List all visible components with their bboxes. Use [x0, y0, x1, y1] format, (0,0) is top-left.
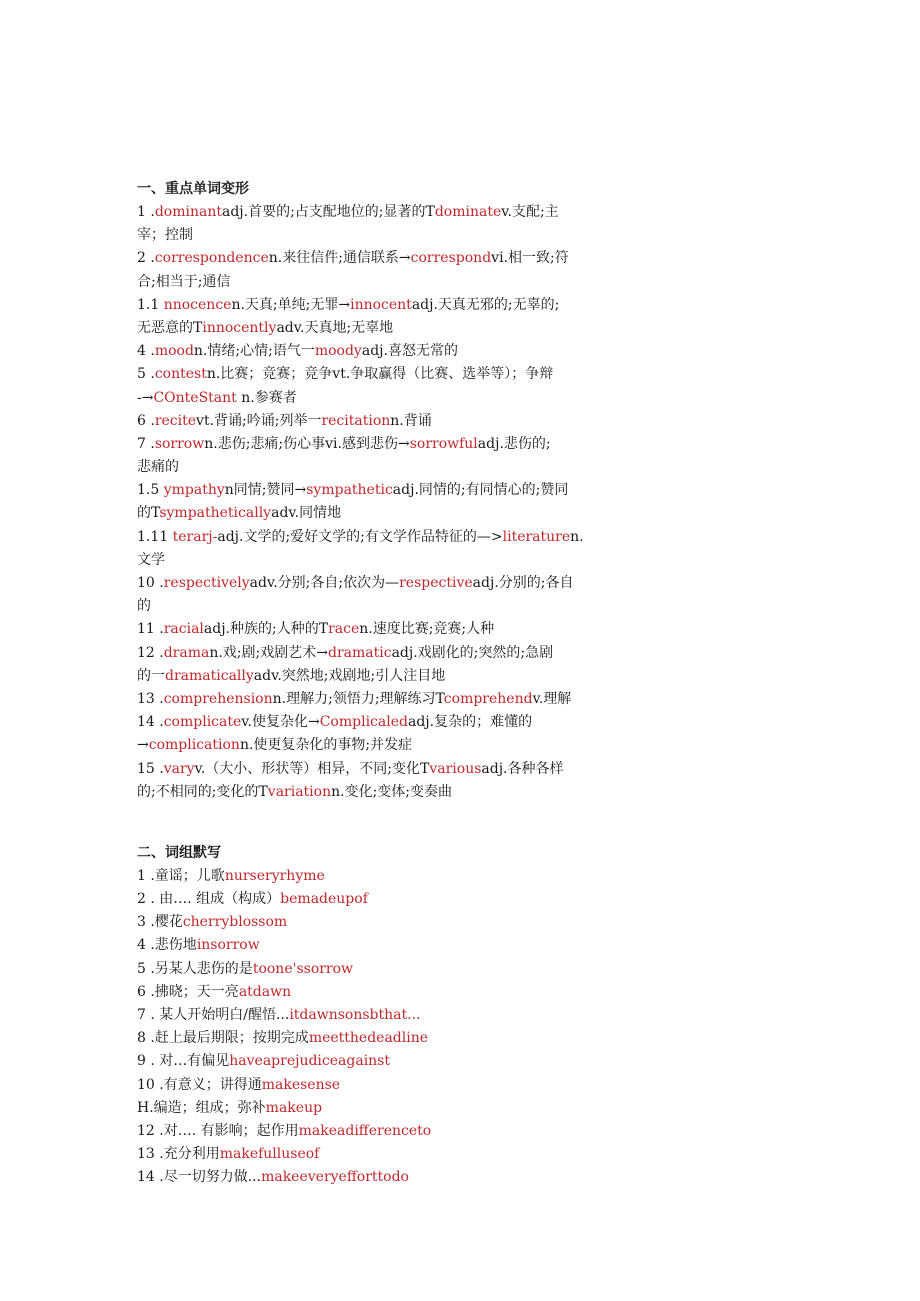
word-entry-line	[137, 387, 657, 410]
text-segment: 12 .	[137, 644, 164, 661]
phrase-entry-line	[137, 1027, 657, 1050]
english-term: comprehension	[163, 690, 273, 707]
english-term: literature	[502, 528, 571, 545]
english-term: makeeveryefforttodo	[261, 1169, 409, 1186]
text-segment: 的一	[137, 667, 165, 684]
text-segment: adj.复杂的；难懂的	[407, 714, 533, 731]
phrase-entry-line	[137, 1097, 657, 1120]
text-segment: →	[137, 737, 149, 754]
english-term: drama	[163, 644, 210, 661]
word-entry-line	[137, 688, 657, 711]
english-term: race	[328, 621, 360, 638]
phrase-entry-line	[137, 911, 657, 934]
english-term: ympathy	[163, 482, 225, 499]
text-segment: 14 .尽一切努力做...	[137, 1169, 262, 1186]
section-heading-key-words: 一、重点单词变形	[137, 181, 249, 197]
phrase-entry-line	[137, 888, 657, 911]
english-term: dramatically	[165, 667, 254, 684]
text-segment: adj.戏剧化的;突然的;急剧	[391, 644, 554, 661]
text-segment: adv.突然地;戏剧地;引人注目地	[253, 667, 446, 684]
text-segment: 文学	[137, 551, 165, 568]
word-entry-line	[137, 363, 657, 386]
text-segment: 11 .	[137, 621, 164, 638]
word-entry-line	[137, 340, 657, 363]
english-term: contest	[154, 366, 207, 383]
english-term: racial	[163, 621, 204, 638]
text-segment: 7 .	[137, 435, 155, 452]
phrase-entry-line	[137, 1050, 657, 1073]
english-term: haveaprejudiceagainst	[229, 1053, 390, 1070]
phrase-entry-line	[137, 958, 657, 981]
word-entry-line	[137, 595, 657, 618]
text-segment: n.	[570, 528, 584, 545]
english-term: cherryblossom	[182, 914, 288, 931]
english-term: itdawnsonsbthat...	[289, 1007, 421, 1023]
text-segment: 4 .悲伤地	[137, 937, 197, 954]
english-term: mood	[154, 343, 194, 360]
text-segment: 1.11	[137, 528, 173, 545]
text-segment: n.天真;单纯;无罪→	[231, 296, 351, 313]
english-term: vary	[163, 760, 195, 777]
text-segment: n同情;赞同→	[224, 482, 307, 499]
english-term: innocent	[350, 296, 412, 313]
word-entry-line	[137, 201, 657, 224]
word-entry-line	[137, 247, 657, 270]
text-segment: n.戏;剧;戏剧艺术→	[209, 644, 328, 661]
text-segment: H.编造；组成；弥补	[137, 1099, 266, 1116]
text-segment: adj.各种各样	[481, 760, 564, 777]
text-segment: adj.分别的;各自	[472, 575, 574, 591]
phrase-entry-line	[137, 1004, 657, 1027]
word-entry-line	[137, 271, 657, 294]
word-entry-line	[137, 642, 657, 665]
text-segment: 的	[137, 598, 151, 615]
text-segment: n.背诵	[390, 412, 432, 429]
word-entry-line	[137, 433, 657, 456]
word-entry-line	[137, 479, 657, 502]
text-segment: v.使复杂化→	[241, 714, 320, 731]
text-segment: 的T	[137, 505, 160, 522]
english-term: makesense	[261, 1076, 341, 1093]
text-segment: adj.文学的;爱好文学的;有文学作品特征的—>	[217, 528, 503, 545]
text-segment: 6 .拂晓；天一亮	[137, 983, 239, 1000]
text-segment: 宰；控制	[137, 227, 193, 244]
word-entry-line	[137, 317, 657, 340]
text-segment: 2 .	[137, 250, 155, 267]
phrase-entry-line	[137, 934, 657, 957]
word-entry-line	[137, 549, 657, 572]
text-segment: adv.分别;各自;依次为—	[249, 575, 400, 591]
text-segment: 10 .有意义；讲得通	[137, 1076, 262, 1093]
text-segment: 7 . 某人开始明白/醒悟...	[137, 1007, 290, 1023]
word-entry-line	[137, 294, 657, 317]
word-entry-line	[137, 618, 657, 641]
english-term: sorrowful	[409, 435, 478, 452]
english-term: respective	[399, 575, 473, 591]
english-term: sorrow	[154, 435, 205, 452]
text-segment: adj.同情的;有同情心的;赞同	[392, 482, 569, 499]
text-segment: n.变化;变体;变奏曲	[331, 783, 453, 800]
document-page	[137, 178, 657, 1190]
word-entry-line	[137, 711, 657, 734]
word-entry-line	[137, 526, 657, 549]
english-term: meetthedeadline	[308, 1030, 429, 1047]
english-term: complication	[148, 737, 240, 754]
english-term: respectively	[163, 575, 250, 591]
word-entry-line	[137, 781, 657, 804]
text-segment: vt.背诵;吟诵;列举一	[196, 412, 322, 429]
phrase-entry-line	[137, 865, 657, 888]
english-term: comprehend	[443, 690, 533, 707]
english-term: various	[429, 760, 482, 777]
text-segment: n.情绪;心情;语气一	[193, 343, 315, 360]
text-segment: adj.种族的;人种的T	[203, 621, 329, 638]
english-term: Complicaled	[319, 714, 408, 731]
phrase-list	[137, 865, 657, 1190]
word-entry-line	[137, 456, 657, 479]
english-term: nnocence	[163, 296, 232, 313]
text-segment: adv.同情地	[271, 505, 342, 522]
text-segment: 1 .童谣；儿歌	[137, 867, 225, 884]
text-segment: 13 .充分利用	[137, 1146, 220, 1163]
english-term: atdawn	[238, 983, 292, 1000]
phrase-entry-line	[137, 1120, 657, 1143]
word-entry-line	[137, 665, 657, 688]
text-segment: 5 .	[137, 366, 155, 383]
text-segment: 4 .	[137, 343, 155, 360]
text-segment: 悲痛的	[137, 459, 179, 476]
english-term: sympathetically	[159, 505, 272, 522]
text-segment: 10 .	[137, 575, 164, 591]
phrase-entry-line	[137, 1143, 657, 1166]
english-term: dramatic	[327, 644, 392, 661]
text-segment: n.速度比赛;竞赛;人种	[359, 621, 495, 638]
english-term: dominate	[434, 204, 502, 220]
text-segment: vi.相一致;符	[491, 250, 569, 267]
text-segment: adj.喜怒无常的	[361, 343, 458, 360]
text-segment: 1.1	[137, 296, 164, 313]
text-segment: adj.天真无邪的;无辜的;	[411, 296, 560, 313]
phrase-entry-line	[137, 981, 657, 1004]
text-segment: v.理解	[532, 690, 572, 707]
text-segment: adj.悲伤的;	[477, 435, 551, 452]
english-term: nurseryrhyme	[224, 867, 325, 884]
english-term: variation	[267, 783, 332, 800]
word-entry-line	[137, 572, 657, 595]
section-heading-phrases: 二、词组默写	[137, 844, 221, 861]
phrase-entry-line	[137, 1074, 657, 1097]
word-entry-line	[137, 734, 657, 757]
text-segment: 6 .	[137, 412, 155, 429]
text-segment: n.使更复杂化的事物;并发症	[239, 737, 413, 754]
text-segment: 9 . 对…有偏见	[137, 1053, 230, 1070]
text-segment: 15 .	[137, 760, 164, 777]
text-segment: 无恶意的T	[137, 319, 203, 336]
english-term: makeup	[265, 1099, 323, 1116]
text-segment: 的;不相同的;变化的T	[137, 783, 268, 800]
text-segment: v.支配;主	[501, 204, 559, 220]
text-segment: 2 . 由…. 组成（构成）	[137, 891, 281, 908]
text-segment: adv.天真地;无辜地	[276, 319, 394, 336]
text-segment: 8 .赶上最后期限；按期完成	[137, 1030, 309, 1047]
english-term: moody	[314, 343, 362, 360]
english-term: insorrow	[196, 937, 260, 954]
english-term: complicate	[163, 714, 242, 731]
word-entry-line	[137, 410, 657, 433]
word-entry-line	[137, 502, 657, 525]
text-segment: 1 .	[137, 204, 155, 220]
text-segment: n.参赛者	[236, 389, 297, 406]
english-term: terarj-	[172, 528, 218, 545]
text-segment: n.悲伤;悲痛;伤心事vi.感到悲伤→	[204, 435, 410, 452]
text-segment: 5 .另某人悲伤的是	[137, 960, 253, 977]
word-entry-line	[137, 224, 657, 247]
text-segment: adj.首要的;占支配地位的;显著的T	[221, 204, 435, 220]
text-segment: -→	[137, 389, 154, 406]
text-segment: 3 .樱花	[137, 914, 183, 931]
word-entry-line	[137, 758, 657, 781]
english-term: COnteStant	[153, 389, 237, 406]
text-segment: n.比赛；竞赛；竞争vt.争取赢得（比赛、选举等）；争辩	[206, 366, 554, 383]
english-term: sympathetic	[306, 482, 393, 499]
text-segment: 12 .对…. 有影响；起作用	[137, 1122, 299, 1139]
english-term: recite	[154, 412, 197, 429]
english-term: innocently	[202, 319, 277, 336]
english-term: toone'ssorrow	[252, 960, 354, 977]
english-term: dominant	[154, 204, 222, 220]
english-term: makefulluseof	[219, 1146, 320, 1163]
english-term: bemadeupof	[280, 891, 368, 908]
text-segment: 合;相当于;通信	[137, 273, 231, 290]
english-term: correspond	[410, 250, 492, 267]
english-term: recitation	[321, 412, 391, 429]
text-segment: 1.5	[137, 482, 164, 499]
text-segment: n.来往信件;通信联系→	[268, 250, 411, 267]
text-segment: n.理解力;领悟力;理解练习T	[272, 690, 444, 707]
text-segment: 13 .	[137, 690, 164, 707]
english-term: correspondence	[154, 250, 269, 267]
text-segment: v.（大小、形状等）相异，不同;变化T	[194, 760, 430, 777]
word-forms-list	[137, 201, 657, 804]
english-term: makeadifferenceto	[298, 1122, 432, 1139]
text-segment: 14 .	[137, 714, 164, 731]
phrase-entry-line	[137, 1166, 657, 1189]
